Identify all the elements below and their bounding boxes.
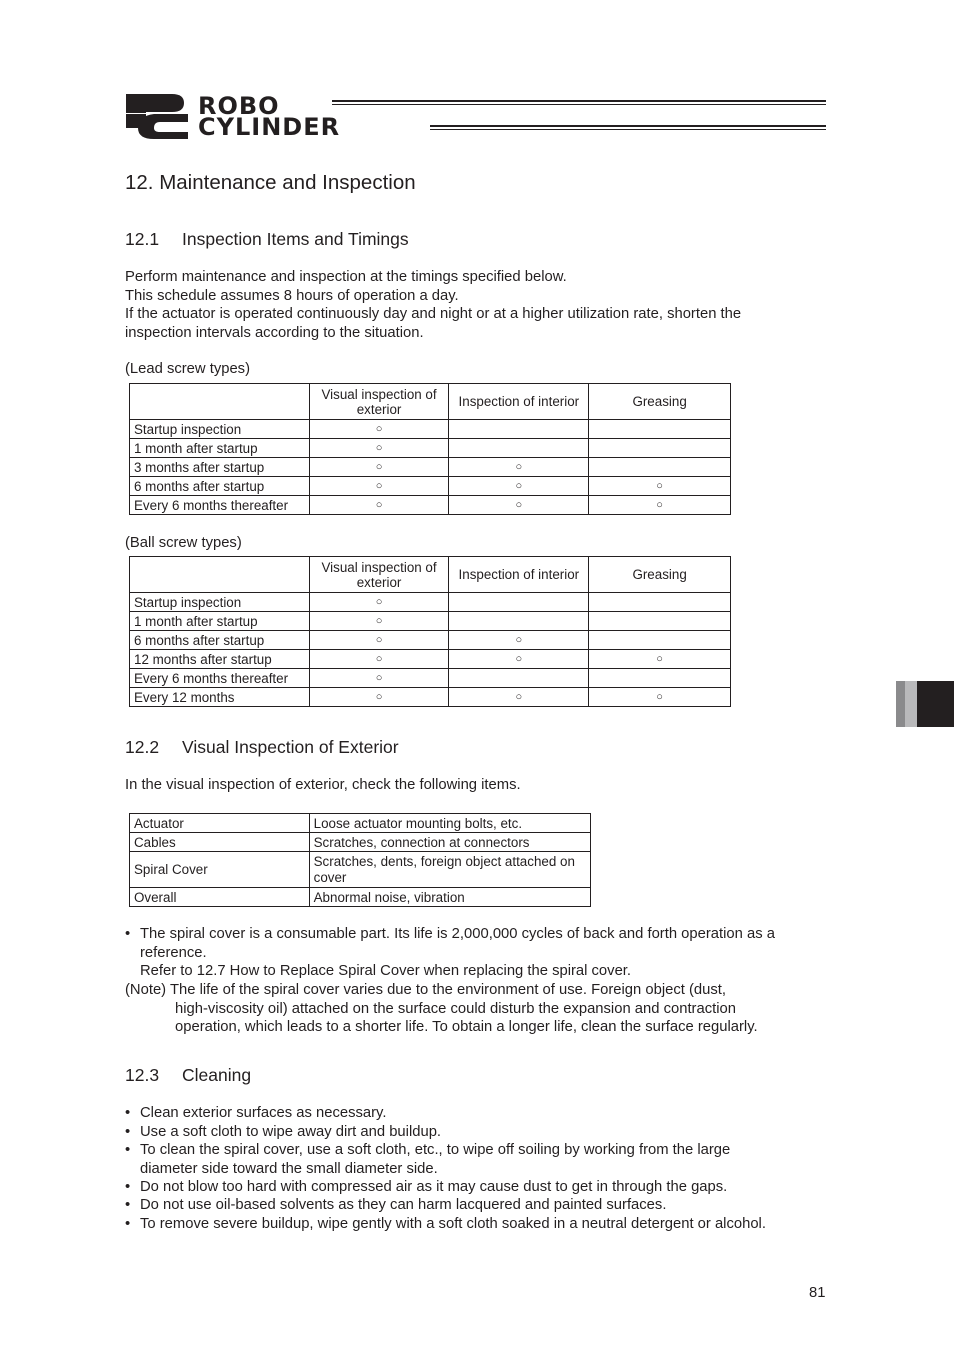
chapter-tab-marker (905, 681, 917, 727)
table-row (130, 631, 731, 650)
bullet-text: Do not use oil-based solvents as they can harm lacquered and painted surfaces. (140, 1197, 667, 1213)
table-row (130, 888, 591, 907)
cell-mark: ○ (449, 496, 589, 515)
bullet-text (140, 1141, 730, 1178)
bullet-dot: • (125, 926, 131, 942)
chapter-tab-marker (896, 681, 905, 727)
section-heading-12-2 (125, 737, 399, 758)
cell-mark: ○ (589, 650, 731, 669)
ball-screw-caption: (Ball screw types) (125, 535, 242, 551)
cell-mark: ○ (309, 612, 449, 631)
table-row (130, 814, 591, 833)
table-row (130, 650, 731, 669)
cell-mark: ○ (309, 650, 449, 669)
cell-mark: ○ (449, 688, 589, 707)
bullet-dot: • (125, 1179, 131, 1195)
visual-inspection-table (129, 813, 591, 907)
check-cell: Abnormal noise, vibration (309, 888, 590, 907)
bullet-text: Use a soft cloth to wipe away dirt and buildup. (140, 1124, 442, 1140)
table-header-row (130, 384, 731, 420)
cell-mark: ○ (309, 439, 449, 458)
logo-text-cylinder: CYLINDER (198, 113, 341, 141)
row-label: 3 months after startup (130, 458, 310, 477)
text-line: high-viscosity oil) attached on the surface could disturb the expansion and contraction (175, 1000, 736, 1017)
table-header-row (130, 557, 731, 593)
chapter-title: 12. Maintenance and Inspection (125, 171, 416, 194)
bullet-dot: • (125, 1105, 131, 1121)
text-line: If the actuator is operated continuously day and night or at a higher utilization rate, shorten the (125, 306, 742, 322)
table-row (130, 439, 731, 458)
item-cell: Spiral Cover (130, 852, 310, 888)
section-title: Cleaning (182, 1065, 252, 1085)
text-line: This schedule assumes 8 hours of operation a day. (125, 287, 459, 304)
item-cell: Cables (130, 833, 310, 852)
row-label: 6 months after startup (130, 477, 310, 496)
text-line: The life of the spiral cover varies due to the environment of use. Foreign object (dust, (169, 982, 726, 998)
cell-mark: ○ (589, 688, 731, 707)
cell-mark: ○ (589, 477, 731, 496)
page-number: 81 (809, 1285, 826, 1301)
section-heading-12-1 (125, 229, 409, 250)
lead-screw-table (129, 383, 731, 515)
cell-mark: ○ (449, 477, 589, 496)
chapter-tab-marker (917, 681, 954, 727)
cell-mark (589, 669, 731, 688)
row-label: Startup inspection (130, 420, 310, 439)
cell-mark (589, 439, 731, 458)
check-cell: Loose actuator mounting bolts, etc. (309, 814, 590, 833)
bullet-text: Do not blow too hard with compressed air as it may cause dust to get in through the gaps. (140, 1179, 728, 1195)
text-line: Perform maintenance and inspection at the timings specified below. (125, 269, 567, 285)
section-number: 12.1 (125, 229, 160, 249)
section-heading-12-3 (125, 1065, 251, 1086)
text-line: operation, which leads to a shorter life. To obtain a longer life, clean the surface regularly. (175, 1019, 758, 1035)
text-line: Refer to 12.7 How to Replace Spiral Cover when replacing the spiral cover. (140, 963, 632, 979)
section-title: Visual Inspection of Exterior (182, 737, 399, 757)
ball-screw-table (129, 556, 731, 707)
header-rule-top (332, 100, 826, 105)
row-label: Every 12 months (130, 688, 310, 707)
intro-paragraph (125, 268, 741, 342)
text-line: diameter side toward the small diameter side. (140, 1160, 438, 1177)
row-label: Startup inspection (130, 593, 310, 612)
table-row (130, 688, 731, 707)
cell-mark: ○ (309, 458, 449, 477)
cell-mark (449, 420, 589, 439)
check-cell: Scratches, connection at connectors (309, 833, 590, 852)
logo-text-robo: ROBO (198, 92, 280, 120)
section-number: 12.3 (125, 1065, 160, 1085)
text-line: To clean the spiral cover, use a soft cloth, etc., to wipe off soiling by working from the large (140, 1142, 731, 1158)
bullet-text (140, 925, 775, 981)
cell-mark: ○ (309, 669, 449, 688)
bullet-dot: • (125, 1142, 131, 1158)
cell-mark: ○ (309, 496, 449, 515)
cell-mark: ○ (309, 593, 449, 612)
visual-inspection-intro: In the visual inspection of exterior, check the following items. (125, 777, 521, 793)
cell-mark (449, 612, 589, 631)
bullet-text: Clean exterior surfaces as necessary. (140, 1105, 387, 1121)
cell-mark (589, 458, 731, 477)
lead-screw-caption: (Lead screw types) (125, 361, 251, 377)
table-row (130, 458, 731, 477)
row-label: 1 month after startup (130, 439, 310, 458)
row-label: 6 months after startup (130, 631, 310, 650)
table-row (130, 833, 591, 852)
text-line: The spiral cover is a consumable part. Its life is 2,000,000 cycles of back and forth operation as a (140, 926, 775, 942)
header-cell: Inspection of interior (449, 384, 589, 420)
table-row (130, 420, 731, 439)
cell-mark: ○ (309, 420, 449, 439)
table-row (130, 593, 731, 612)
section-number: 12.2 (125, 737, 160, 757)
table-row (130, 477, 731, 496)
bullet-dot: • (125, 1124, 131, 1140)
cell-mark (589, 593, 731, 612)
cell-mark (589, 612, 731, 631)
row-label: Every 6 months thereafter (130, 669, 310, 688)
item-cell: Overall (130, 888, 310, 907)
check-cell: Scratches, dents, foreign object attached on cover (309, 852, 590, 888)
cell-mark: ○ (309, 477, 449, 496)
text-line: inspection intervals according to the situation. (125, 324, 424, 341)
header-cell: Visual inspection of exterior (309, 384, 449, 420)
note-label: (Note) (125, 982, 167, 998)
header-rule-bottom (430, 125, 826, 130)
text-line: reference. (140, 944, 207, 961)
cell-mark: ○ (309, 688, 449, 707)
cell-mark (449, 439, 589, 458)
rc-logo-mark (124, 92, 194, 140)
cell-mark: ○ (449, 458, 589, 477)
table-row (130, 496, 731, 515)
section-title: Inspection Items and Timings (182, 229, 409, 249)
cell-mark: ○ (309, 631, 449, 650)
cell-mark (449, 669, 589, 688)
row-label: Every 6 months thereafter (130, 496, 310, 515)
header-cell: Greasing (589, 557, 731, 593)
table-row (130, 669, 731, 688)
cell-mark: ○ (449, 650, 589, 669)
row-label: 12 months after startup (130, 650, 310, 669)
header-cell-empty (130, 557, 310, 593)
bullet-dot: • (125, 1216, 131, 1232)
cell-mark (589, 420, 731, 439)
robo-cylinder-logo (124, 92, 826, 142)
cell-mark (589, 631, 731, 650)
bullet-dot: • (125, 1197, 131, 1213)
table-row (130, 852, 591, 888)
table-row (130, 612, 731, 631)
bullet-text: To remove severe buildup, wipe gently with a soft cloth soaked in a neutral detergent or alcohol. (140, 1216, 766, 1232)
note-block (125, 981, 758, 1037)
header-cell: Inspection of interior (449, 557, 589, 593)
cell-mark: ○ (589, 496, 731, 515)
cell-mark: ○ (449, 631, 589, 650)
item-cell: Actuator (130, 814, 310, 833)
cell-mark (449, 593, 589, 612)
header-cell: Visual inspection of exterior (309, 557, 449, 593)
row-label: 1 month after startup (130, 612, 310, 631)
header-cell: Greasing (589, 384, 731, 420)
header-cell-empty (130, 384, 310, 420)
